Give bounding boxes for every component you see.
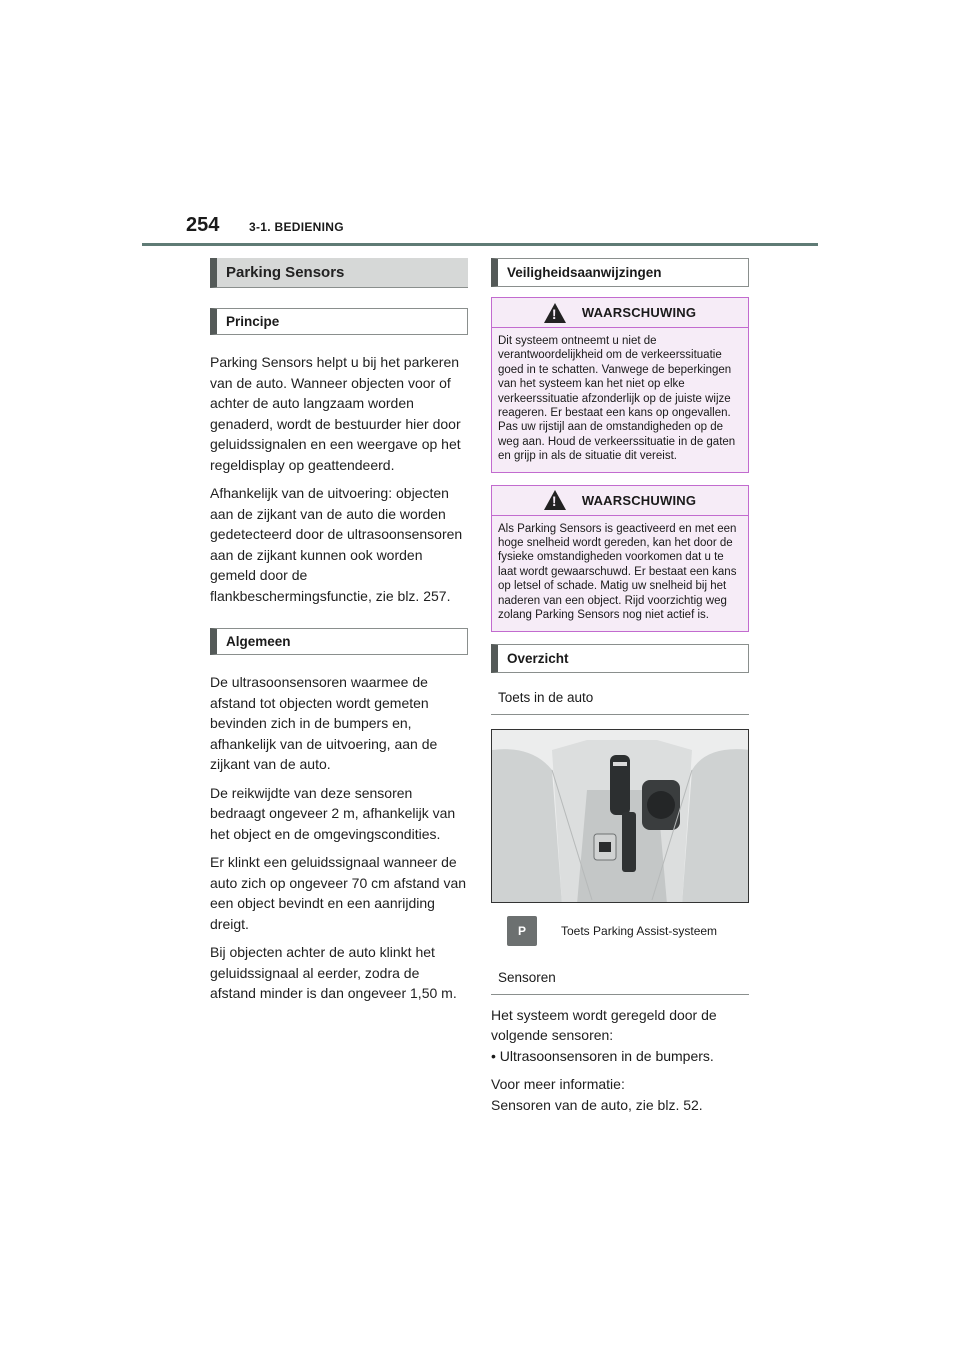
- section-title-text: Parking Sensors: [226, 264, 345, 281]
- subsection-toets: [491, 681, 749, 715]
- warning-triangle-icon: [544, 490, 566, 510]
- warning-header: [492, 298, 748, 328]
- header-rule: [142, 243, 818, 246]
- section-title: [210, 258, 468, 288]
- sensoren-intro: Het systeem wordt geregeld door de volgende sensoren:: [491, 1006, 717, 1043]
- warning-label: WAARSCHUWING: [581, 492, 697, 508]
- parking-assist-icon-glyph: P: [517, 923, 526, 938]
- warning-text: Als Parking Sensors is geactiveerd en met een hoge snelheid wordt gereden, kan het door de fysieke omstandigheden voorkomen dat u te laat wordt gewaarschuwd. Er bestaat een kans op letsel of schade. Matig uw snelheid bij het naderen van een object. Rijd voorzichtig weg zolang Parking Sensors nog niet actief is.: [498, 522, 737, 622]
- chapter-title: 3-1. BEDIENING: [249, 220, 344, 234]
- parking-assist-button-icon: [507, 916, 537, 946]
- right-column: [491, 258, 749, 1123]
- legend-row: [491, 915, 749, 947]
- subsection-toets-title: Toets in de auto: [498, 689, 594, 705]
- principe-paragraph-1: Parking Sensors helpt u bij het parkeren van de auto. Wanneer objecten voor of achter de auto langzaam worden genaderd, wordt de bestuurder hier door geluidssignalen en een weergave op het regeldisplay op geattendeerd.: [210, 354, 461, 473]
- warning-header: [492, 486, 748, 516]
- algemeen-paragraph-2: De reikwijdte van deze sensoren bedraagt ongeveer 2 m, afhankelijk van het object en de omgevingscondities.: [210, 784, 456, 842]
- warning-box-2: [491, 485, 749, 632]
- warning-label: WAARSCHUWING: [581, 305, 697, 320]
- legend-label: Toets Parking Assist-systeem: [561, 923, 718, 938]
- subsection-algemeen: [210, 628, 468, 655]
- subsection-overzicht-title: Overzicht: [507, 650, 569, 666]
- warning-triangle-icon: [544, 303, 566, 323]
- subsection-sensoren: [491, 961, 749, 995]
- subsection-sensoren-title: Sensoren: [498, 969, 556, 985]
- algemeen-paragraph-3: Er klinkt een geluidssignaal wanneer de auto zich op ongeveer 70 cm afstand van een object bevindt en een aanrijding dreigt.: [210, 854, 467, 932]
- principe-paragraph-2: Afhankelijk van de uitvoering: objecten aan de zijkant van de auto die worden gedetecteerd door de ultrasoonsensoren aan de zijkant kunnen ook worden gemeld door de flankbeschermingsfunctie, zie blz. 257.: [210, 485, 463, 604]
- subsection-veiligheid: [491, 258, 749, 287]
- sensoren-more-1: Voor meer informatie:: [491, 1076, 625, 1092]
- sensoren-bullet: • Ultrasoonsensoren in de bumpers.: [491, 1047, 714, 1064]
- center-console-illustration: [492, 730, 749, 903]
- page-number: 254: [186, 214, 220, 236]
- subsection-algemeen-title: Algemeen: [226, 634, 291, 649]
- subsection-overzicht: [491, 644, 749, 673]
- warning-box-1: [491, 297, 749, 473]
- subsection-veiligheid-title: Veiligheidsaanwijzingen: [507, 265, 662, 280]
- subsection-principe: [210, 308, 468, 335]
- algemeen-paragraph-1: De ultrasoonsensoren waarmee de afstand tot objecten wordt gemeten bevinden zich in de bumpers en, afhankelijk van de uitvoering, aan de zijkant van de auto.: [210, 674, 438, 772]
- center-console-photo: [491, 729, 749, 903]
- left-column: [210, 258, 468, 1012]
- subsection-principe-title: Principe: [226, 314, 280, 329]
- sensoren-more-2: Sensoren van de auto, zie blz. 52.: [491, 1096, 703, 1113]
- algemeen-paragraph-4: Bij objecten achter de auto klinkt het geluidssignaal al eerder, zodra de afstand minder is dan ongeveer 1,50 m.: [210, 944, 457, 1001]
- warning-text: Dit systeem ontneemt u niet de verantwoordelijkheid om de verkeerssituatie goed in te schatten. Vanwege de beperkingen van het systeem kan het niet op elke verkeerssituatie afzonderlijk op de juiste wijze reageren. Er bestaat een kans op ongevallen. Pas uw rijstijl aan de omstandigheden op de weg aan. Houd de verkeerssituatie in de gaten en grijp in als de situatie dit vereist.: [498, 335, 736, 463]
